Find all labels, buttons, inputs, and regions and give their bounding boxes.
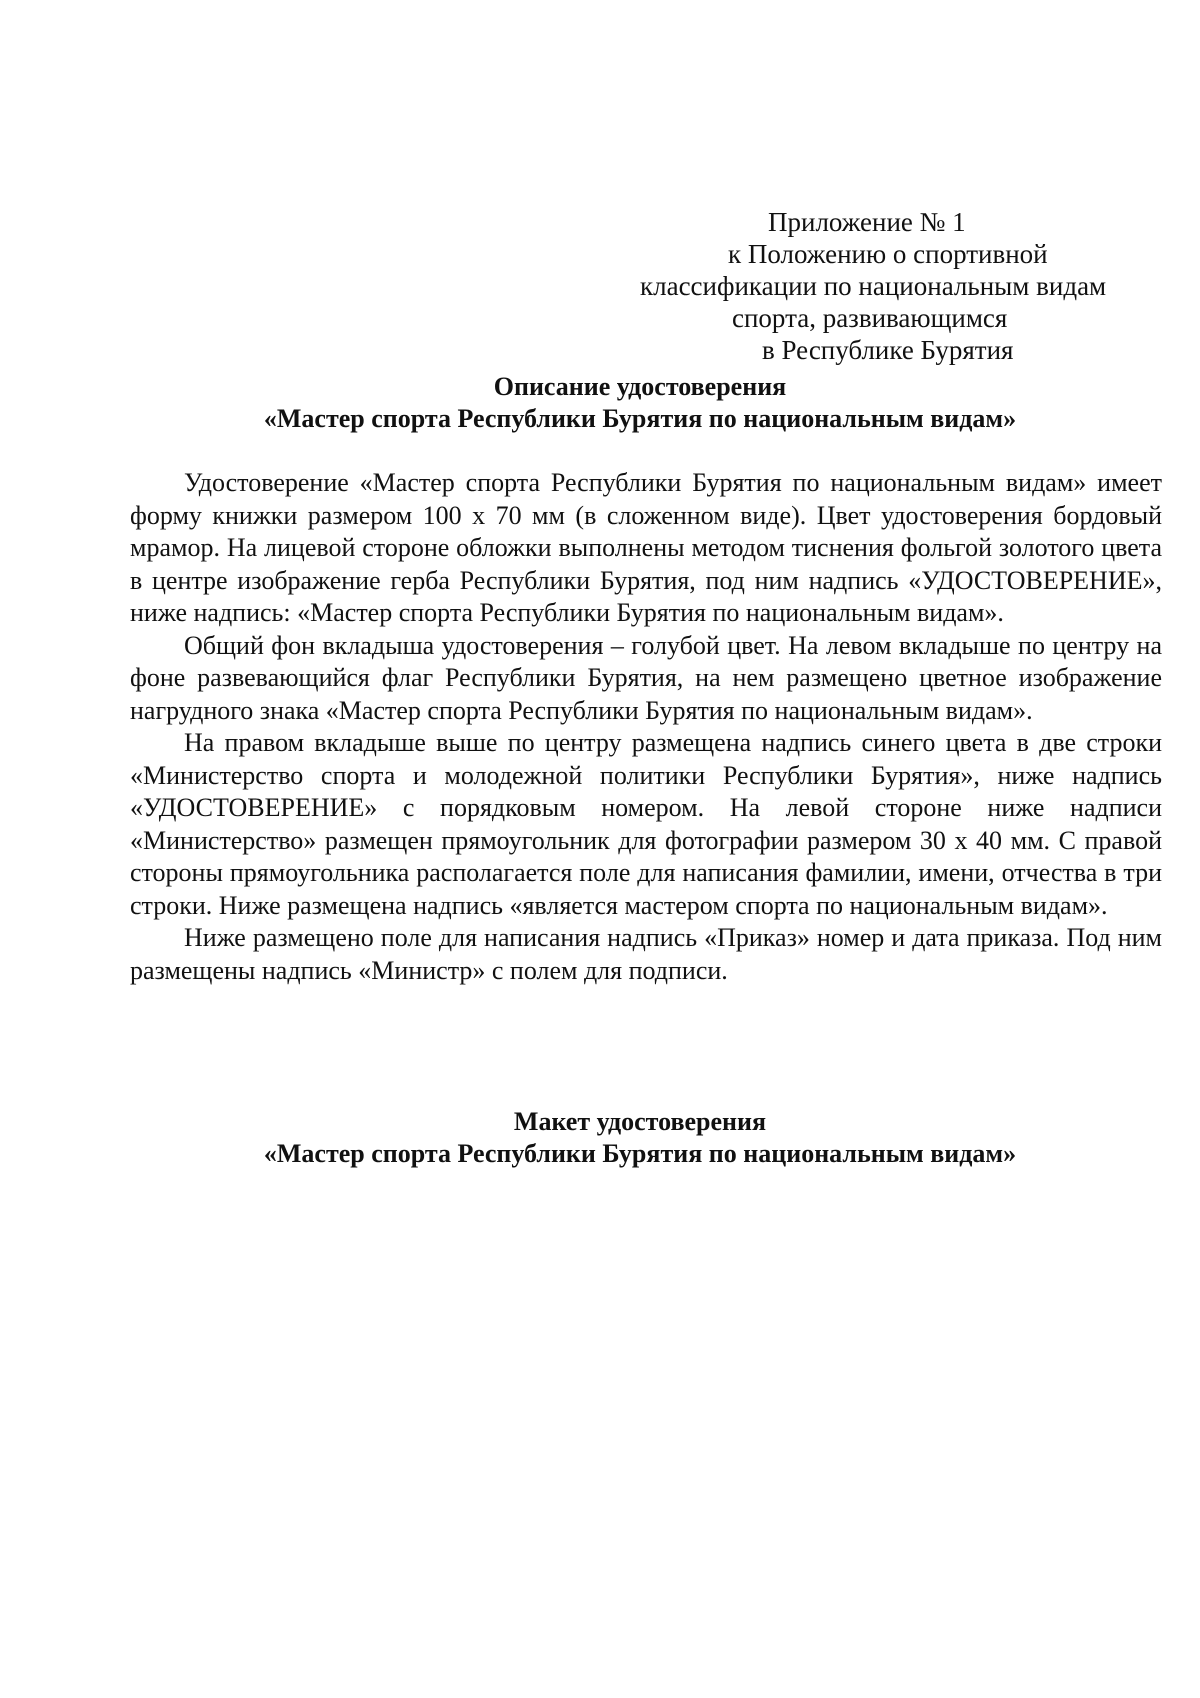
- layout-heading-line-1: Макет удостоверения: [513, 1107, 767, 1136]
- paragraph-cover: Удостоверение «Мастер спорта Республики Бурятия по национальным видам» имеет форму книжки размером 100 х 70 мм (в сложенном виде). Цвет удостоверения бордовый мрамор. На лицевой стороне обложки выполнены методом тиснения фольгой золотого цвета в центре изображение герба Республики Бурятия, под ним надпись «УДОСТОВЕРЕНИЕ», ниже надпись: «Мастер спорта Республики Бурятия по национальным видам».: [130, 468, 1162, 627]
- appendix-line-2: к Положению о спортивной: [728, 239, 1048, 269]
- description-heading-line-1: Описание удостоверения: [493, 372, 787, 401]
- appendix-line-5: в Республике Бурятия: [762, 335, 1014, 365]
- appendix-line-1: Приложение № 1: [768, 207, 966, 237]
- paragraph-right-insert: На правом вкладыше выше по центру размещена надпись синего цвета в две строки «Министерство спорта и молодежной политики Республики Бурятия», ниже надпись «УДОСТОВЕРЕНИЕ» с порядковым номером. На левой стороне ниже надписи «Министерство» размещен прямоугольник для фотографии размером 30 х 40 мм. С правой стороны прямоугольника располагается поле для написания фамилии, имени, отчества в три строки. Ниже размещена надпись «является мастером спорта по национальным видам».: [130, 728, 1162, 920]
- paragraph-left-insert: Общий фон вкладыша удостоверения – голубой цвет. На левом вкладыше по центру на фоне развевающийся флаг Республики Бурятия, на нем размещено цветное изображение нагрудного знака «Мастер спорта Республики Бурятия по национальным видам».: [130, 630, 1162, 725]
- description-heading: [0, 371, 1200, 435]
- appendix-header: [620, 206, 1140, 366]
- description-heading-line-2: «Мастер спорта Республики Бурятия по национальным видам»: [263, 404, 1017, 433]
- appendix-line-3: классификации по национальным видам: [640, 271, 1107, 301]
- layout-heading: [0, 1106, 1200, 1170]
- paragraph-order-signature: Ниже размещено поле для написания надпись «Приказ» номер и дата приказа. Под ним размещены надпись «Министр» с полем для подписи.: [130, 923, 1162, 985]
- layout-heading-line-2: «Мастер спорта Республики Бурятия по национальным видам»: [263, 1139, 1017, 1168]
- appendix-line-4: спорта, развивающимся: [732, 303, 1008, 333]
- description-body: [130, 467, 1162, 987]
